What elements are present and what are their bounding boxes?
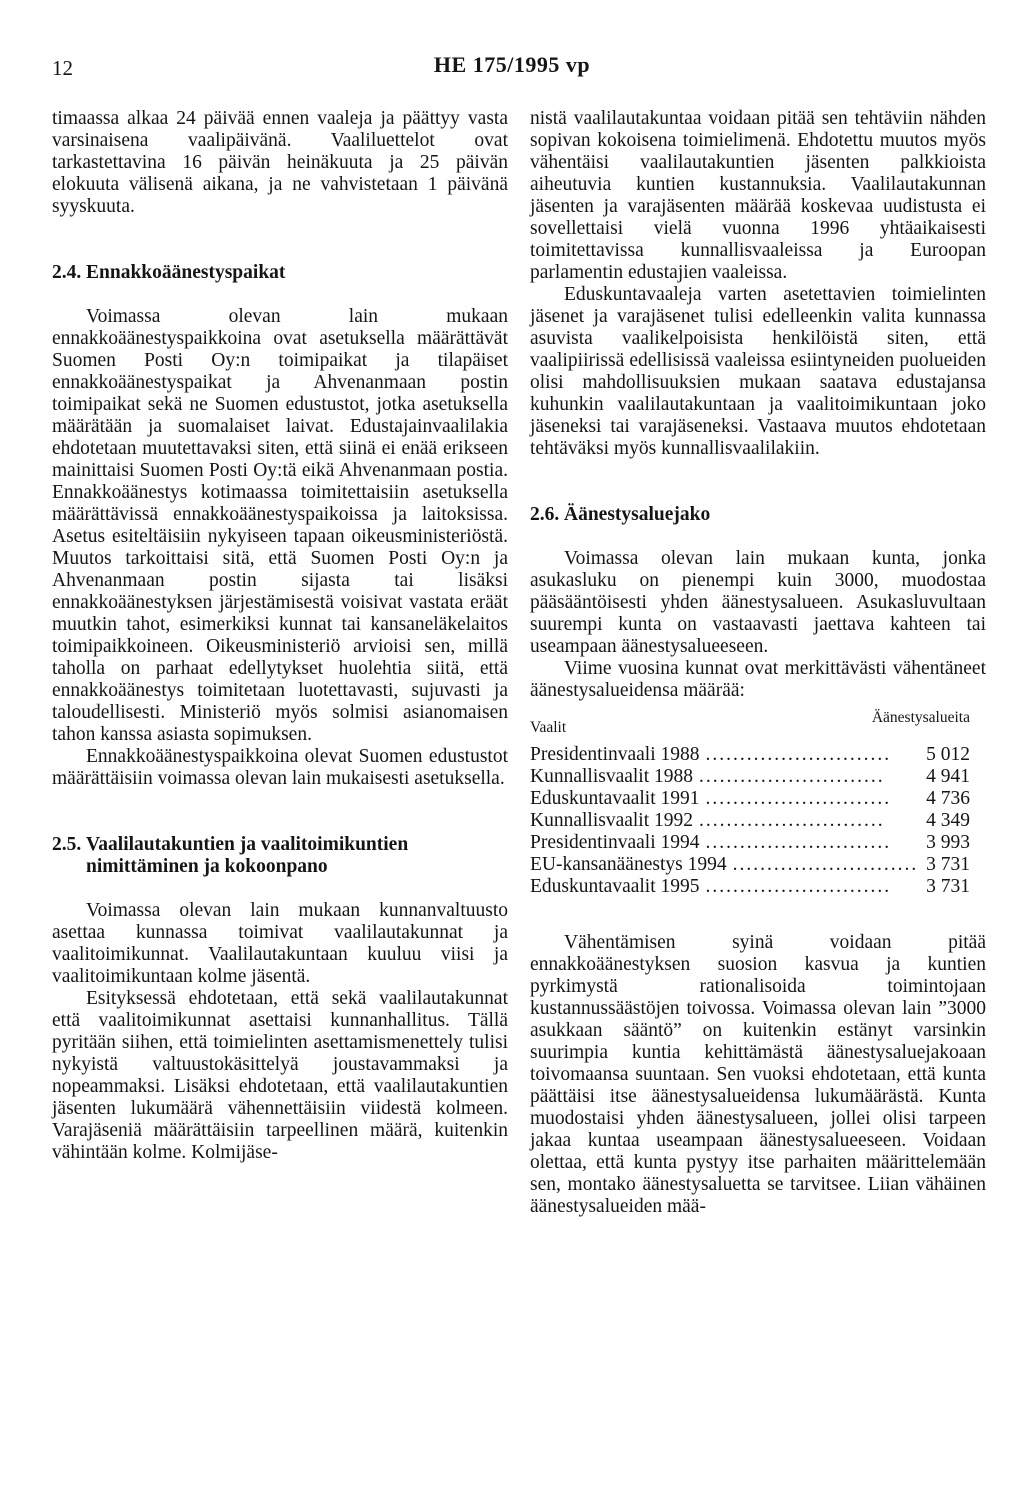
leader-dots: ........................... <box>705 832 892 853</box>
leader-dots: ........................... <box>699 766 885 787</box>
district-count: 3 731 <box>926 876 970 897</box>
paragraph: Voimassa olevan lain mukaan kunnanvaltuusto asettaa kunnassa toimivat vaalilautakunnat ja vaalitoimikunnat. Vaalilautakuntaan kuuluu viisi ja vaalitoimikuntaan kolme jäsentä. <box>52 900 508 987</box>
elections-table <box>530 708 970 898</box>
election-name: EU-kansanäänestys 1994 <box>530 854 727 875</box>
paragraph: Vähentämisen syinä voidaan pitää ennakkoäänestyksen suosion kasvua ja kuntien pyrkimystä rationalisoida toimintojaan kustannussäästöjen toivossa. Voimassa olevan lain ”3000 asukkaan sääntö” on kuitenkin estänyt varsinkin suurimpia kuntia kehittämästä äänestysaluejakoaan toivomaansa suuntaan. Sen vuoksi ehdotetaan, että kunta päättäisi itse äänestysalueidensa lukumäärästä. Kunta muodostaisi yhden äänestysalueen, jollei olisi tarpeen jakaa kuntaa useampaan äänestysalueeseen. Voidaan olettaa, että kunta pystyy itse parhaiten määrittelemään sen, montako äänestysaluetta se tarvitsee. Liian vähäinen äänestysalueiden mää- <box>530 932 986 1217</box>
section-number: 2.6. <box>530 504 560 525</box>
table-header-districts: Äänestysalueita <box>871 709 970 726</box>
section-heading-2-6 <box>530 504 986 526</box>
table-body <box>530 744 970 898</box>
leader-dots: ........................... <box>705 788 892 809</box>
election-name: Eduskuntavaalit 1991 <box>530 788 700 809</box>
paragraph: Viime vuosina kunnat ovat merkittävästi vähentäneet äänestysalueidensa määrää: <box>530 658 986 701</box>
section-heading-2-4 <box>52 262 508 284</box>
table-row <box>530 854 970 876</box>
section-number: 2.5. <box>52 834 82 855</box>
page-number: 12 <box>52 56 73 80</box>
paragraph: Voimassa olevan lain mukaan ennakkoäänestyspaikkoina ovat asetuksella määrättävät Suomen Posti Oy:n toimipaikat ja tilapäiset ennakkoäänestyspaikat ja Ahvenanmaan postin toimipaikat sekä ne Suomen edustustot, jotka asetuksella määrätään ja suomalaiset laivat. Edustajainvaalilakia ehdotetaan muutettavaksi siten, että siinä ei enää erikseen mainittaisi Suomen Posti Oy:tä eikä Ahvenanmaan postia. Ennakkoäänestys kotimaassa toimitettaisiin asetuksella määrättävissä ennakkoäänestyspaikoissa ja laitoksissa. Asetus esiteltäisiin nykyiseen tapaan oikeusministeriöstä. Muutos tarkoittaisi sitä, että Suomen Posti Oy:n ja Ahvenanmaan postin sijasta tai lisäksi ennakkoäänestyksen järjestämisestä voisivat vastata eräät muutkin tahot, esimerkiksi kunnat tai kansaneläkelaitos toimipaikkoineen. Oikeusministeriö arvioisi sen, millä taholla on parhaat edellytykset huolehtia siitä, että ennakkoäänestys toimitetaan luotettavasti, sujuvasti ja taloudellisesti. Ministeriö myös solmisi asianomaisen tahon kanssa asiasta sopimuksen. <box>52 306 508 745</box>
section-title: Ennakkoäänestyspaikat <box>86 262 286 283</box>
section-title: Vaalilautakuntien ja vaalitoimikuntien nimittäminen ja kokoonpano <box>86 834 409 877</box>
district-count: 3 731 <box>926 854 970 875</box>
paragraph: Voimassa olevan lain mukaan kunta, jonka asukasluku on pienempi kuin 3000, muodostaa pääsääntöisesti yhden äänestysalueen. Asukasluvultaan suurempi kunta on vastaavasti jaettava kahteen tai useampaan äänestysalueeseen. <box>530 548 986 657</box>
district-count: 5 012 <box>926 744 970 765</box>
election-name: Kunnallisvaalit 1988 <box>530 766 694 787</box>
table-header-elections: Vaalit <box>530 719 567 736</box>
leader-dots: ........................... <box>705 744 892 765</box>
leader-dots: ........................... <box>705 876 892 897</box>
table-row <box>530 766 970 788</box>
table-row <box>530 788 970 810</box>
district-count: 4 349 <box>926 810 970 831</box>
table-header <box>530 708 970 738</box>
table-row <box>530 744 970 766</box>
paragraph: timaassa alkaa 24 päivää ennen vaaleja ja päättyy vasta varsinaisena vaalipäivänä. Vaaliluettelot ovat tarkastettavina 16 päivän heinäkuuta ja 25 päivän elokuuta välisenä aikana, ja ne vahvistetaan 1 päivänä syyskuuta. <box>52 108 508 217</box>
table-row <box>530 810 970 832</box>
table-row <box>530 832 970 854</box>
running-head: HE 175/1995 vp <box>433 52 591 77</box>
section-heading-2-5 <box>52 834 508 878</box>
paragraph: Eduskuntavaaleja varten asetettavien toimielinten jäsenet ja varajäsenet tulisi edelleenkin valita kunnassa asuvista vaalikelpoisista henkilöistä siten, että vaalipiirissä edellisissä vaaleissa esiintyneiden puolueiden olisi mahdollisuuksien mukaan saatava edustajansa kuhunkin vaalilautakuntaan ja vaalitoimikuntaan joko jäseneksi tai varajäseneksi. Vastaava muutos ehdotetaan tehtäväksi myös kunnallisvaalilakiin. <box>530 284 986 459</box>
election-name: Presidentinvaali 1988 <box>530 744 700 765</box>
section-number: 2.4. <box>52 262 82 283</box>
right-column <box>530 108 986 1218</box>
section-title: Äänestysaluejako <box>564 504 711 525</box>
district-count: 4 941 <box>926 766 970 787</box>
election-name: Presidentinvaali 1994 <box>530 832 700 853</box>
leader-dots: ........................... <box>732 854 919 875</box>
leader-dots: ........................... <box>699 810 885 831</box>
district-count: 3 993 <box>926 832 970 853</box>
paragraph: Esityksessä ehdotetaan, että sekä vaalilautakunnat että vaalitoimikunnat asettaisi kunnanhallitus. Tällä pyritään siihen, että toimielinten asettamismenettely tulisi nykyistä valtuustokäsittelyä joustavammaksi ja nopeammaksi. Lisäksi ehdotetaan, että vaalilautakuntien jäsenten lukumäärä vähennettäisiin viidestä kolmeen. Varajäseniä määrättäisiin tarpeellinen määrä, kuitenkin vähintään kolme. Kolmijäse- <box>52 988 508 1163</box>
table-row <box>530 876 970 898</box>
election-name: Kunnallisvaalit 1992 <box>530 810 694 831</box>
paragraph: nistä vaalilautakuntaa voidaan pitää sen tehtäviin nähden sopivan kokoisena toimielimenä. Ehdotettu muutos myös vähentäisi vaalilautakuntien jäsenten palkkioista aiheutuvia kuntien kustannuksia. Vaalilautakunnan jäsenten ja varajäsenten määrää koskevaa uudistusta ei sovellettaisi vielä vuonna 1996 yhtäaikaisesti toimitettavissa kunnallisvaaleissa ja Euroopan parlamentin edustajien vaaleissa. <box>530 108 986 283</box>
election-name: Eduskuntavaalit 1995 <box>530 876 700 897</box>
district-count: 4 736 <box>926 788 970 809</box>
left-column <box>52 108 508 1164</box>
paragraph: Ennakkoäänestyspaikkoina olevat Suomen edustustot määrättäisiin voimassa olevan lain mukaisesti asetuksella. <box>52 746 508 789</box>
